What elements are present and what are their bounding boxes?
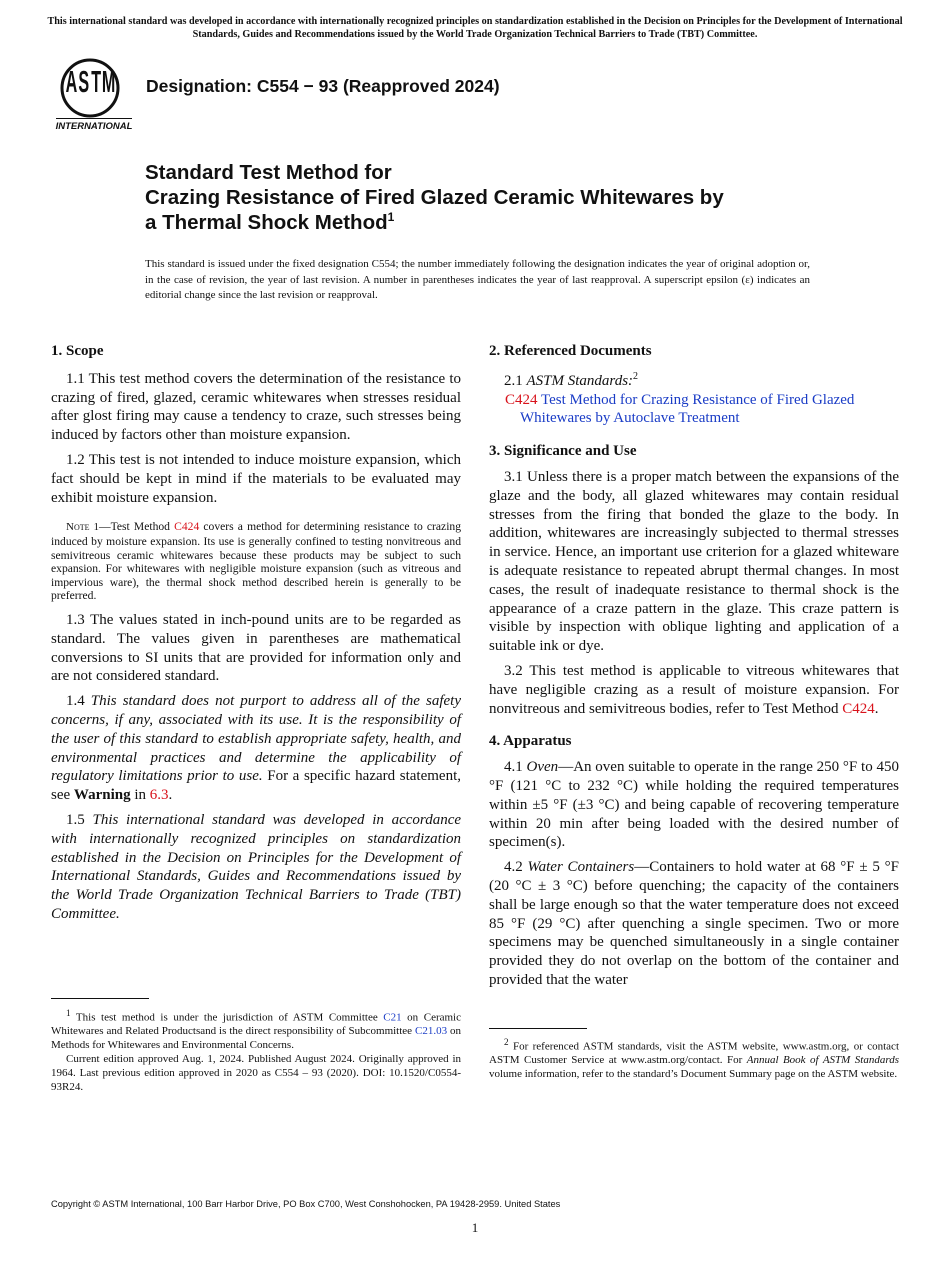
footnote-1-mark: 1 — [66, 1008, 71, 1018]
para-3-2-text: 3.2 This test method is applicable to vitreous whitewares that have negligible crazing as a result of moisture expansion. For nonvitreous and semivitreous bodies, refer to Test Method — [489, 662, 899, 717]
logo-letter-t: T — [91, 65, 102, 100]
para-1-4-in: in — [130, 787, 150, 804]
para-1-4 — [51, 692, 461, 805]
para-2-1-num: 2.1 — [504, 372, 527, 389]
footnote-1-edition: Current edition approved Aug. 1, 2024. Published August 2024. Originally approved in 1964. Last previous edition approved in 2020 as C554 – 93 (2020). DOI: 10.1520/C0554-93R24. — [51, 1053, 461, 1093]
note-1-post: covers a method for determining resistance to crazing induced by moisture expansion. Its use is generally confined to testing nonvitreous and semivitreous ceramic whitewares because these products may be subject to such expansion. For whitewares with negligible moisture expansion (such as vitreous and impervious ware), the thermal shock method described herein is generally to be preferred. — [51, 520, 462, 603]
para-1-3: 1.3 The values stated in inch-pound units are to be regarded as standard. The values given in parentheses are mathematical conversions to SI units that are provided for information only and are not considered standard. — [51, 611, 461, 685]
footnote-1-b: on Ceramic Whitewares and Related Productsand is the direct responsibility of Subcommittee — [51, 1011, 461, 1038]
header-notice: This international standard was developed in accordance with internationally recognized principles on standardization established in the Decision on Principles for the Development of International Standards, Guides and Recommendations issued by the World Trade Organization Technical Barriers to Trade (TBT) Committee. — [47, 16, 903, 40]
link-c21[interactable]: C21 — [383, 1011, 402, 1024]
footnote-1-c: on Methods for Whitewares and Environmental Concerns. — [51, 1025, 461, 1052]
note-1-pre: —Test Method — [99, 520, 175, 534]
title-line-2: Crazing Resistance of Fired Glazed Ceramic Whitewares by — [145, 186, 724, 209]
ref-c424[interactable] — [489, 391, 899, 429]
title-line-3 — [145, 210, 845, 235]
para-1-1: 1.1 This test method covers the determination of the resistance to crazing of fired, glazed, ceramic whitewares when stresses residual after glost firing may cause a tendency to craze, such stresses being induced by factors other than moisture expansion. — [51, 370, 461, 444]
footnote-rule-left — [51, 998, 149, 999]
section-4-heading: 4. Apparatus — [489, 733, 572, 750]
para-1-5-italic: This international standard was developed in accordance with internationally recognized principles on standardization established in the Decision on Principles for the Development of International Standards, Guides and Recommendations issued by the World Trade Organization Technical Barriers to Trade (TBT) Committee. — [51, 811, 462, 922]
footnote-2 — [489, 1036, 899, 1082]
designation: Designation: C554 − 93 (Reapproved 2024) — [146, 76, 500, 96]
title-footnote-mark: 1 — [387, 210, 395, 225]
para-4-1-italic: Oven — [526, 759, 559, 776]
footnote-1-para — [51, 1007, 461, 1053]
footnote-rule-right — [489, 1028, 587, 1029]
page-number: 1 — [471, 1220, 479, 1235]
ref-c424-code[interactable]: C424 — [505, 391, 538, 408]
link-6-3[interactable]: 6.3 — [149, 787, 169, 804]
para-1-2: 1.2 This test is not intended to induce moisture expansion, which fact should be kept in mind if the materials to be evaluated may exhibit moisture expansion. — [51, 451, 461, 506]
footnote-2-para — [489, 1036, 899, 1082]
para-1-5 — [51, 811, 461, 924]
link-c424[interactable]: C424 — [842, 700, 875, 717]
para-1-4-warning: Warning — [73, 787, 131, 804]
copyright: Copyright © ASTM International, 100 Barr Harbor Drive, PO Box C700, West Conshohocken, PA 19428-2959. United States — [51, 1199, 561, 1209]
para-3-2 — [489, 662, 899, 718]
para-4-1-num: 4.1 — [504, 759, 527, 776]
logo-letter-a: A — [65, 65, 78, 100]
para-3-2-end: . — [874, 700, 879, 717]
footnote-2-mark: 2 — [504, 1037, 509, 1047]
issued-statement: This standard is issued under the fixed designation C554; the number immediately following the designation indicates the year of original adoption or, in the case of revision, the year of last revision. A number in parentheses indicates the year of last reapproval. A superscript epsilon (ε) indicates an editorial change since the last revision or reapproval. — [145, 258, 810, 301]
para-4-1 — [489, 758, 899, 852]
title-line-1: Standard Test Method for — [145, 161, 392, 184]
left-column — [51, 342, 461, 924]
logo-letter-s: S — [78, 65, 90, 100]
footnote-2-italic: Annual Book of ASTM Standards — [746, 1054, 899, 1067]
right-column — [489, 342, 899, 990]
para-1-4-num: 1.4 — [66, 693, 91, 710]
para-2-1-italic: ASTM Standards: — [526, 372, 634, 389]
footnote-1 — [51, 1007, 461, 1094]
para-1-5-num: 1.5 — [66, 811, 93, 828]
logo-international: INTERNATIONAL — [55, 121, 133, 132]
section-1-heading: 1. Scope — [51, 343, 104, 359]
footnote-1-a: This test method is under the jurisdiction of ASTM Committee — [70, 1011, 384, 1024]
document-title — [145, 160, 845, 235]
logo-letter-m: M — [101, 65, 116, 100]
section-2-heading: 2. Referenced Documents — [489, 343, 652, 359]
section-3-heading: 3. Significance and Use — [489, 443, 637, 460]
para-1-4-end: . — [168, 787, 173, 804]
astm-logo — [52, 56, 136, 132]
para-2-1-sup: 2 — [633, 370, 639, 382]
ref-c424-title[interactable]: Test Method for Crazing Resistance of Fired Glazed Whitewares by Autoclave Treatment — [520, 391, 855, 427]
note-1-label: Note 1 — [66, 521, 99, 534]
para-4-1-text: —An oven suitable to operate in the range 250 °F to 450 °F (121 °C to 232 °C) while holding the required temperatures within ±5 °F (±3 °C) and being capable of recovering temperature within 20 min after being loaded with the desired number of specimen(s). — [489, 759, 899, 851]
note-1 — [51, 520, 461, 603]
para-1-4-italic: This standard does not purport to address all of the safety concerns, if any, associated with its use. It is the responsibility of the user of this standard to establish appropriate safety, health, and environmental practices and determine the applicability of regulatory limitations prior to use. — [51, 693, 461, 785]
astm-logo-graphic — [52, 56, 136, 132]
footnote-2-b: volume information, refer to the standard’s Document Summary page on the ASTM website. — [489, 1068, 898, 1081]
link-c21-03[interactable]: C21.03 — [414, 1025, 448, 1038]
title-line-3-text: a Thermal Shock Method — [145, 211, 388, 234]
para-3-1: 3.1 Unless there is a proper match between the expansions of the glaze and the body, all glazed whitewares may contain residual stresses from the firing that bonded the glaze to the body. In addition, whitewares are increasingly subjected to thermal stresses in service. Hence, an important use criterion for a glazed whiteware is adequate resistance to repeated abrupt thermal changes. In most cases, the result of inadequate resistance to thermal shock is the appearance of a craze pattern in the glaze. This craze pattern is visible by inspection with oblique lighting and application of a suitable ink or dye. — [489, 468, 899, 655]
footnote-2-a: For referenced ASTM standards, visit the ASTM website, www.astm.org, or contact ASTM Customer Service at www.astm.org/contact. For — [489, 1040, 899, 1067]
para-2-1 — [489, 368, 899, 391]
para-4-2-num: 4.2 — [504, 859, 528, 876]
note-1-link-c424[interactable]: C424 — [174, 520, 200, 534]
para-4-2-text: —Containers to hold water at 68 °F ± 5 °F (20 °C ± 3 °C) before quenching; the capacity of the containers shall be large enough so that the water temperature does not exceed 85 °F (29 °C) after quenching a single specimen. Two or more specimens may be quenched simultaneously in a single container provided they do not overlap on the bottom of the container and provided that the water — [489, 859, 899, 988]
para-4-2-italic: Water Containers — [527, 859, 635, 876]
para-4-2 — [489, 858, 899, 990]
para-1-4-tail: For a specific hazard statement, see — [51, 768, 461, 804]
